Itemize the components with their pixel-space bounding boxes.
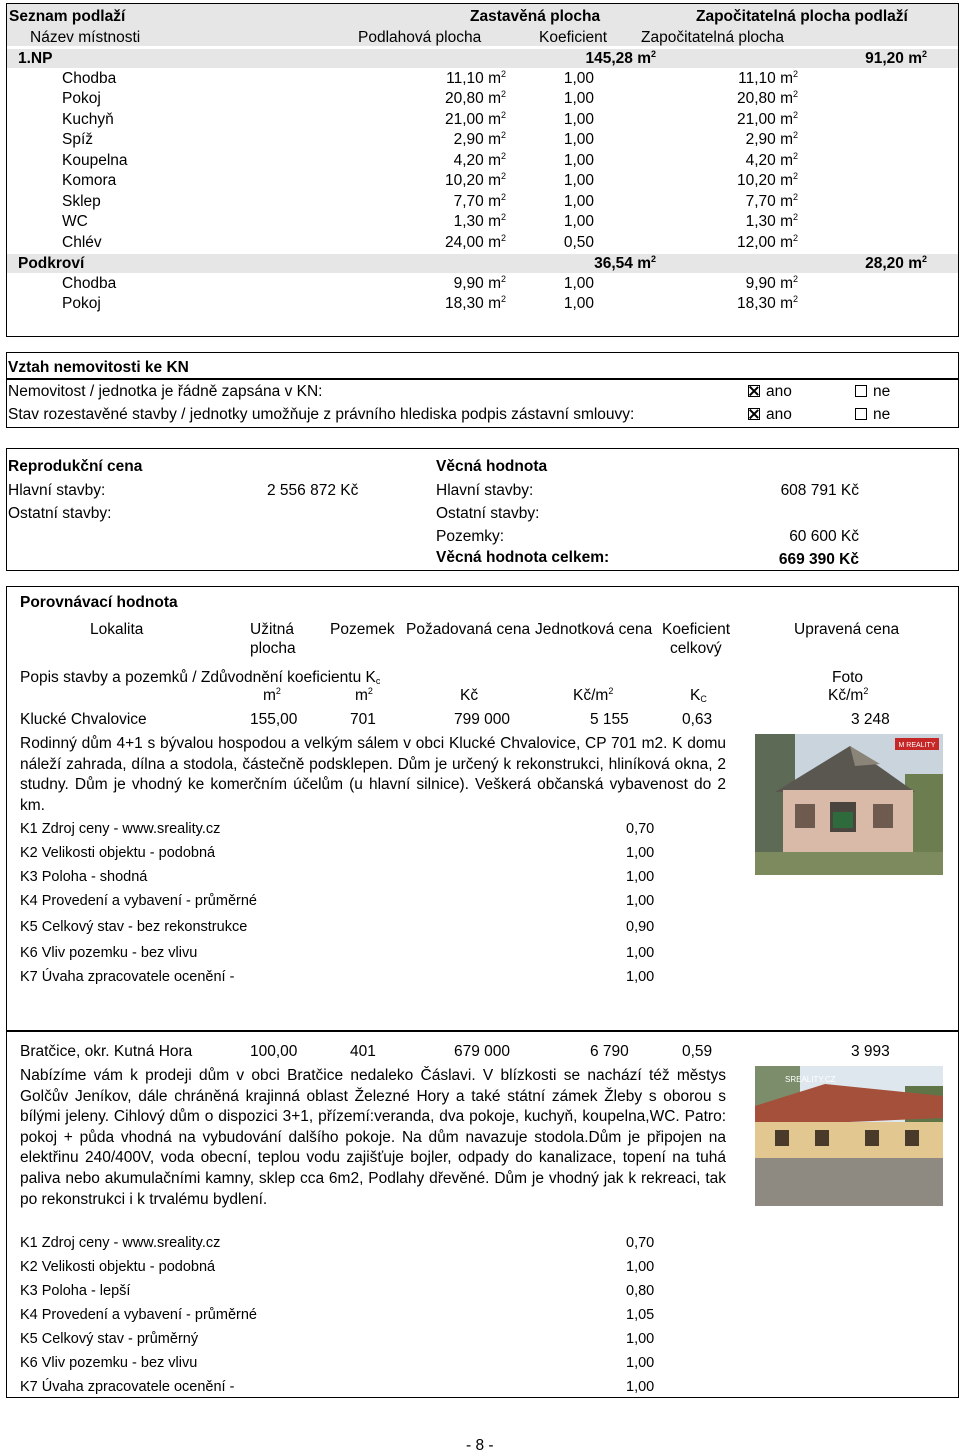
kn-title: Vztah nemovitosti ke KN (8, 359, 189, 376)
col-room-name: Název místnosti (30, 29, 141, 46)
listing-locality: Klucké Chvalovice (20, 711, 147, 728)
factor-value: 1,00 (626, 969, 655, 985)
floor-group-name: 1.NP (18, 50, 53, 67)
kn-question-registered: Nemovitost / jednotka je řádně zapsána v KN: (8, 383, 323, 400)
factor-label: K3 Poloha - lepší (20, 1283, 131, 1299)
listing-price: 679 000 (454, 1043, 511, 1060)
room-coefficient: 1,00 (563, 295, 594, 312)
floors-list-heading: Seznam podlaží (9, 8, 126, 25)
vecna-main-value: 608 791 Kč (780, 482, 859, 499)
svg-text:SREALITY.CZ: SREALITY.CZ (785, 1075, 836, 1084)
factor-value: 1,00 (626, 1331, 655, 1347)
room-floor-area: 20,80 $m^2$ (444, 89, 506, 107)
checked-box-icon[interactable] (748, 408, 760, 420)
checked-box-icon[interactable] (748, 385, 760, 397)
h-celkovy: celkový (670, 640, 722, 657)
vecna-other-label: Ostatní stavby: (436, 505, 540, 522)
listing-description: Rodinný dům 4+1 s bývalou hospodou a velkým sálem v obci Klucké Chvalovice, CP 701 m2. K domu náleží zahrada, dílna a stodola, částečně podsklepen. Dům je určený k rekonstrukci, hliníková okna, 2 studny. Dům je vhodný ke komerčním účelům (u hlavní silnice). Veškerá občanská vybavenost do 2 km. (20, 735, 726, 814)
room-countable-area: 21,00 $m^2$ (736, 109, 798, 128)
room-name: WC (62, 213, 88, 230)
room-name: Sklep (62, 192, 101, 210)
room-floor-area: 10,20 $m^2$ (444, 171, 506, 189)
room-name: Komora (62, 172, 117, 189)
col-countable: Započitatelná plocha (641, 29, 785, 46)
room-countable-area: 10,20 $m^2$ (736, 171, 798, 189)
yes-label: ano (766, 406, 792, 423)
floor-group-built-area: 36,54 $m^2$ (594, 254, 656, 272)
room-floor-area: 18,30 $m^2$ (444, 294, 506, 312)
land-label: Pozemky: (436, 528, 505, 545)
col-floor-area: Podlahová plocha (358, 29, 482, 46)
factor-value: 1,00 (626, 845, 655, 861)
total-label: Věcná hodnota celkem: (436, 549, 610, 566)
built-area-heading: Zastavěná plocha (470, 8, 601, 25)
svg-text:M REALITY: M REALITY (898, 742, 936, 749)
unit-kc-m2-adjusted: $Kč/m^2$ (828, 686, 869, 704)
page-number: - 8 - (466, 1437, 494, 1454)
factor-label: K4 Provedení a vybavení - průměrné (20, 1307, 257, 1323)
factor-value: 1,00 (626, 945, 655, 961)
unit-m2-land: $m^2$ (355, 686, 373, 704)
room-floor-area: 4,20 $m^2$ (453, 150, 506, 169)
listing-usable-area: 155,00 (250, 711, 298, 728)
total-value: 669 390 Kč (778, 551, 859, 568)
room-floor-area: 7,70 $m^2$ (453, 191, 506, 210)
room-floor-area: 24,00 $m^2$ (444, 232, 506, 251)
land-value: 60 600 Kč (789, 528, 859, 545)
unit-m2-usable: $m^2$ (263, 686, 281, 704)
room-countable-area: 12,00 $m^2$ (736, 232, 798, 251)
room-coefficient: 1,00 (563, 172, 594, 189)
listing-coefficient: 0,59 (682, 1043, 713, 1060)
h-foto: Foto (832, 669, 864, 686)
room-coefficient: 1,00 (563, 151, 594, 169)
factor-value: 1,00 (626, 1259, 655, 1275)
listing-usable-area: 100,00 (250, 1043, 298, 1060)
room-countable-area: 4,20 $m^2$ (745, 150, 798, 169)
factor-label: K7 Úvaha zpracovatele ocenění - (20, 1379, 235, 1395)
room-countable-area: 2,90 $m^2$ (745, 130, 798, 148)
room-coefficient: 1,00 (563, 274, 594, 292)
listing-adjusted-price: 3 248 (851, 711, 890, 728)
room-name: Koupelna (62, 151, 128, 169)
factor-label: K5 Celkový stav - bez rekonstrukce (20, 919, 248, 935)
room-countable-area: 9,90 $m^2$ (745, 273, 798, 292)
empty-box-icon[interactable] (855, 385, 867, 397)
repro-other-label: Ostatní stavby: (8, 505, 112, 522)
floor-group-name: Podkroví (18, 255, 85, 272)
room-coefficient: 0,50 (563, 233, 594, 251)
h-koeficient: Koeficient (662, 621, 731, 638)
listing-photo (755, 1066, 943, 1206)
h-upravena: Upravená cena (794, 621, 900, 638)
room-name: Kuchyň (62, 110, 114, 128)
room-name: Chodba (62, 69, 117, 87)
factor-label: K5 Celkový stav - průměrný (20, 1331, 199, 1347)
listing-coefficient: 0,63 (682, 711, 713, 728)
factor-value: 0,70 (626, 821, 655, 837)
repro-main-value: 2 556 872 Kč (267, 482, 359, 499)
h-jednotkova: Jednotková cena (535, 621, 653, 638)
kn-divider (7, 378, 958, 380)
listing-photo (755, 734, 943, 875)
listing-price: 799 000 (454, 711, 511, 728)
room-floor-area: 11,10 $m^2$ (446, 68, 506, 87)
h-lokalita: Lokalita (90, 621, 144, 638)
listing-adjusted-price: 3 993 (851, 1043, 890, 1060)
floor-group-countable-area: 91,20 $m^2$ (865, 49, 927, 67)
room-countable-area: 11,10 $m^2$ (738, 68, 798, 87)
factor-label: K3 Poloha - shodná (20, 869, 148, 885)
unit-k: $K_C$ (690, 687, 707, 704)
factor-value: 0,80 (626, 1283, 655, 1299)
vecna-title: Věcná hodnota (436, 458, 548, 475)
room-floor-area: 1,30 $m^2$ (453, 212, 506, 230)
factor-label: K1 Zdroj ceny - www.sreality.cz (20, 821, 221, 837)
factor-label: K2 Velikosti objektu - podobná (20, 845, 216, 861)
listing-land-area: 701 (350, 711, 376, 728)
factor-label: K2 Velikosti objektu - podobná (20, 1259, 216, 1275)
room-coefficient: 1,00 (563, 192, 594, 210)
no-label: ne (873, 406, 891, 423)
house-photo-icon (755, 1066, 943, 1206)
room-coefficient: 1,00 (563, 69, 594, 87)
unit-kc-m2: $Kč/m^2$ (573, 686, 614, 704)
room-coefficient: 1,00 (563, 90, 594, 107)
no-label: ne (873, 383, 891, 400)
room-countable-area: 20,80 $m^2$ (736, 89, 798, 107)
factor-value: 1,05 (626, 1307, 655, 1323)
unit-kc: Kč (460, 687, 479, 704)
factor-label: K6 Vliv pozemku - bez vlivu (20, 945, 198, 961)
room-coefficient: 1,00 (563, 110, 594, 128)
listing-land-area: 401 (350, 1043, 376, 1060)
room-floor-area: 9,90 $m^2$ (453, 273, 506, 292)
floor-group-countable-area: 28,20 $m^2$ (865, 254, 927, 272)
room-name: Pokoj (62, 90, 101, 107)
room-coefficient: 1,00 (563, 131, 594, 148)
countable-area-heading: Započitatelná plocha podlaží (696, 8, 908, 25)
kn-q1-yes-option[interactable] (748, 382, 792, 401)
factor-label: K6 Vliv pozemku - bez vlivu (20, 1355, 198, 1371)
room-countable-area: 1,30 $m^2$ (745, 212, 798, 230)
h-plocha: plocha (250, 640, 296, 657)
h-uzitna: Užitná (250, 621, 294, 638)
listing-unit-price: 6 790 (590, 1043, 629, 1060)
factor-value: 1,00 (626, 869, 655, 885)
factor-label: K4 Provedení a vybavení - průměrné (20, 893, 257, 909)
listing-locality: Bratčice, okr. Kutná Hora (20, 1043, 193, 1060)
yes-label: ano (766, 383, 792, 400)
factor-value: 1,00 (626, 1355, 655, 1371)
col-coefficient: Koeficient (539, 29, 608, 46)
room-name: Spíž (62, 131, 94, 148)
comparison-title: Porovnávací hodnota (20, 594, 178, 611)
factor-value: 1,00 (626, 893, 655, 909)
house-photo-icon (755, 734, 943, 875)
vecna-main-label: Hlavní stavby: (436, 482, 534, 499)
h-popis: Popis stavby a pozemků / Zdůvodnění koeficientu $K_c$ (20, 669, 381, 686)
room-name: Chlév (62, 233, 102, 251)
room-countable-area: 18,30 $m^2$ (736, 294, 798, 312)
room-countable-area: 7,70 $m^2$ (745, 191, 798, 210)
factor-value: 0,70 (626, 1235, 655, 1251)
repro-main-label: Hlavní stavby: (8, 482, 106, 499)
room-name: Chodba (62, 274, 117, 292)
kn-q1-no-option[interactable] (855, 382, 890, 401)
listing-unit-price: 5 155 (590, 711, 629, 728)
room-name: Pokoj (62, 295, 101, 312)
factor-value: 1,00 (626, 1379, 655, 1395)
empty-box-icon[interactable] (855, 408, 867, 420)
kn-question-mortgage: Stav rozestavěné stavby / jednotky umožňuje z právního hlediska podpis zástavní smlouvy: (8, 406, 635, 423)
h-pozemek: Pozemek (330, 621, 395, 638)
factor-label: K1 Zdroj ceny - www.sreality.cz (20, 1235, 221, 1251)
listing-description: Nabízíme vám k prodeji dům v obci Bratčice nedaleko Čáslavi. V blízkosti se nachází též městys Golčův Jeníkov, dále chráněná krajinná oblast Železné Hory a také státní zámek Žleby s oborou s bílými jeleny. Cihlový dům o dispozici 3+1, přízemí:veranda, dva pokoje, kuchyň, koupelna,WC. Patro: pokoj + půda vhodná na vybudování dalšího pokoje. Na dům navazuje stodola.Dům je připojen na elektřinu 240/400V, voda obecní, teplou vodu zajišťuje bojler, odpady do kanalizace, topení na tuhá paliva nebo akumulačními kamny, sklep cca 6m2, Podlahy dřevěné. Dům je vhodný jak k rekreaci, tak po rekonstrukci i k trvalému bydlení. (20, 1067, 726, 1208)
room-coefficient: 1,00 (563, 213, 594, 230)
repro-title: Reprodukční cena (8, 458, 143, 475)
factor-value: 0,90 (626, 919, 655, 935)
floor-group-built-area: 145,28 $m^2$ (585, 49, 656, 67)
room-floor-area: 21,00 $m^2$ (444, 109, 506, 128)
kn-q2-yes-option[interactable] (748, 405, 792, 424)
h-pozadovana: Požadovaná cena (406, 621, 531, 638)
factor-label: K7 Úvaha zpracovatele ocenění - (20, 969, 235, 985)
kn-q2-no-option[interactable] (855, 405, 890, 424)
room-floor-area: 2,90 $m^2$ (453, 130, 506, 148)
